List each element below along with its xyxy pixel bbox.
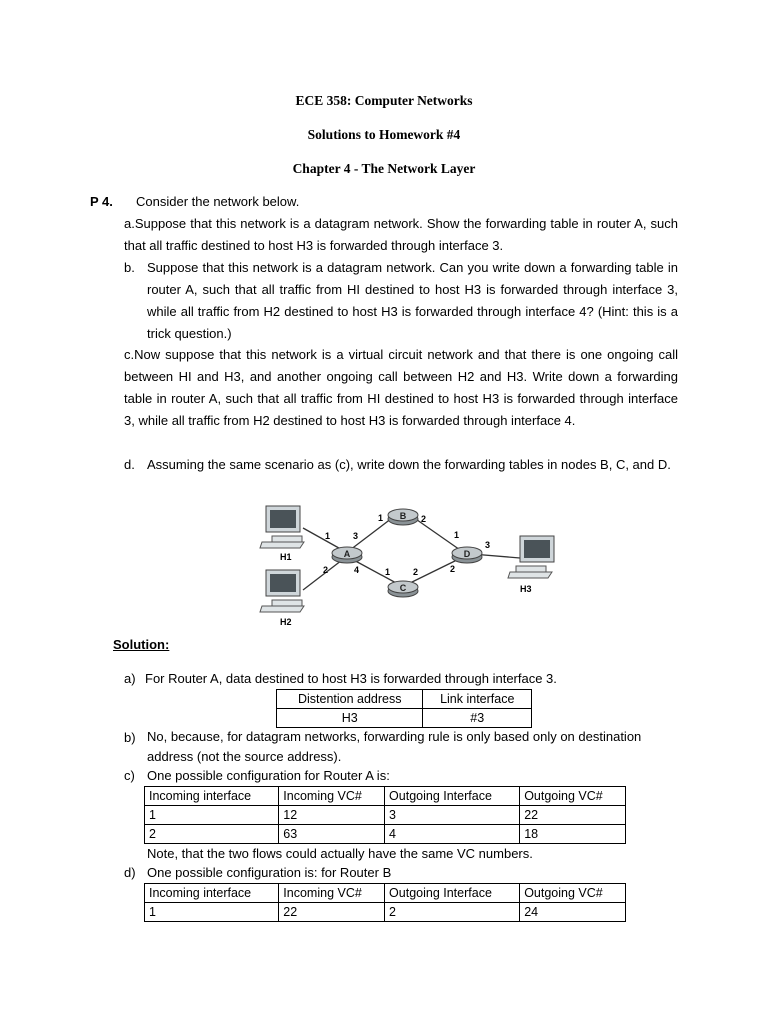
host-h1-icon — [260, 506, 304, 548]
solution-b-label: b) — [124, 730, 136, 745]
page-subtitle: Solutions to Homework #4 — [307, 127, 461, 142]
router-b-label: B — [399, 511, 407, 521]
table-header-row — [277, 690, 532, 709]
table-header-cell: Link interface — [423, 690, 532, 709]
port-b-1: 1 — [378, 513, 384, 523]
table-cell: 18 — [520, 825, 626, 844]
problem-label: P 4. — [90, 194, 113, 209]
solution-a-text: For Router A, data destined to host H3 is forwarded through interface 3. — [145, 671, 557, 686]
solution-c-label: c) — [124, 768, 135, 783]
table-cell: 4 — [385, 825, 520, 844]
port-b-2: 2 — [421, 514, 427, 524]
problem-intro: Consider the network below. — [136, 194, 300, 209]
table-cell: 3 — [385, 806, 520, 825]
table-header-cell: Outgoing VC# — [520, 787, 626, 806]
port-c-2: 2 — [413, 567, 419, 577]
problem-item-c: c.Now suppose that this network is a virtual circuit network and that there is one ongoing call between HI and H3, and another ongoing call between H2 and H3. Write down a forwarding table in router A, such that all traffic from HI destined to host H3 is forwarded through interface 3, while all traffic from H2 destined to host H3 is forwarded through interface 4. — [124, 347, 678, 428]
table-cell: 2 — [145, 825, 279, 844]
router-c-label: C — [399, 583, 407, 593]
chapter-title: Chapter 4 - The Network Layer — [292, 161, 476, 176]
table-header-cell: Outgoing VC# — [520, 884, 626, 903]
table-row — [277, 709, 532, 728]
solution-title: Solution: — [113, 637, 170, 652]
table-cell: 22 — [279, 903, 385, 922]
table-header-cell: Incoming VC# — [279, 884, 385, 903]
port-d-1: 1 — [454, 530, 460, 540]
network-diagram — [258, 500, 558, 630]
table-header-cell: Incoming interface — [145, 884, 279, 903]
solution-note: Note, that the two flows could actually have the same VC numbers. — [147, 846, 533, 861]
port-a-4: 4 — [354, 565, 360, 575]
problem-item-b-label: b. — [124, 260, 135, 275]
port-d-3: 3 — [485, 540, 491, 550]
forwarding-table-c — [144, 786, 626, 844]
table-cell: 24 — [520, 903, 626, 922]
host-h2-icon — [260, 570, 304, 612]
table-header-cell: Incoming VC# — [279, 787, 385, 806]
forwarding-table-a — [276, 689, 532, 728]
table-cell: #3 — [423, 709, 532, 728]
table-cell: 2 — [385, 903, 520, 922]
table-header-cell: Outgoing Interface — [385, 787, 520, 806]
port-c-1: 1 — [385, 567, 391, 577]
solution-d-label: d) — [124, 865, 136, 880]
router-d-label: D — [463, 549, 471, 559]
table-cell: H3 — [277, 709, 423, 728]
router-a-label: A — [343, 549, 351, 559]
table-header-cell: Outgoing Interface — [385, 884, 520, 903]
table-header-cell: Distention address — [277, 690, 423, 709]
host-h1-label: H1 — [280, 552, 292, 562]
table-cell: 12 — [279, 806, 385, 825]
table-header-row — [145, 884, 626, 903]
solution-b-text: No, because, for datagram networks, forwarding rule is only based only on destination address (not the source address). — [147, 729, 642, 764]
table-cell: 22 — [520, 806, 626, 825]
problem-item-b: Suppose that this network is a datagram network. Can you write down a forwarding table in router A, such that all traffic from HI destined to host H3 is forwarded through interface 3, while all traffic from H2 destined to host H3 is forwarded through interface 4? (Hint: this is a trick question.) — [147, 260, 678, 341]
solution-d-text: One possible configuration is: for Router B — [147, 865, 392, 880]
table-cell: 1 — [145, 806, 279, 825]
problem-item-a: a.Suppose that this network is a datagram network. Show the forwarding table in router A, such that all traffic destined to host H3 is forwarded through interface 3. — [124, 216, 678, 253]
table-row — [145, 903, 626, 922]
host-h3-label: H3 — [520, 584, 532, 594]
table-cell: 1 — [145, 903, 279, 922]
forwarding-table-d — [144, 883, 626, 922]
port-a-2: 2 — [323, 565, 329, 575]
host-h2-label: H2 — [280, 617, 292, 627]
port-a-3: 3 — [353, 531, 359, 541]
course-title: ECE 358: Computer Networks — [295, 93, 473, 108]
table-row — [145, 806, 626, 825]
port-a-1: 1 — [325, 531, 331, 541]
port-d-2: 2 — [450, 564, 456, 574]
table-cell: 63 — [279, 825, 385, 844]
table-header-cell: Incoming interface — [145, 787, 279, 806]
table-row — [145, 825, 626, 844]
table-header-row — [145, 787, 626, 806]
solution-c-text: One possible configuration for Router A is: — [147, 768, 390, 783]
problem-item-d-label: d. — [124, 457, 135, 472]
problem-item-d: Assuming the same scenario as (c), write down the forwarding tables in nodes B, C, and D. — [147, 457, 671, 472]
solution-a-label: a) — [124, 671, 136, 686]
